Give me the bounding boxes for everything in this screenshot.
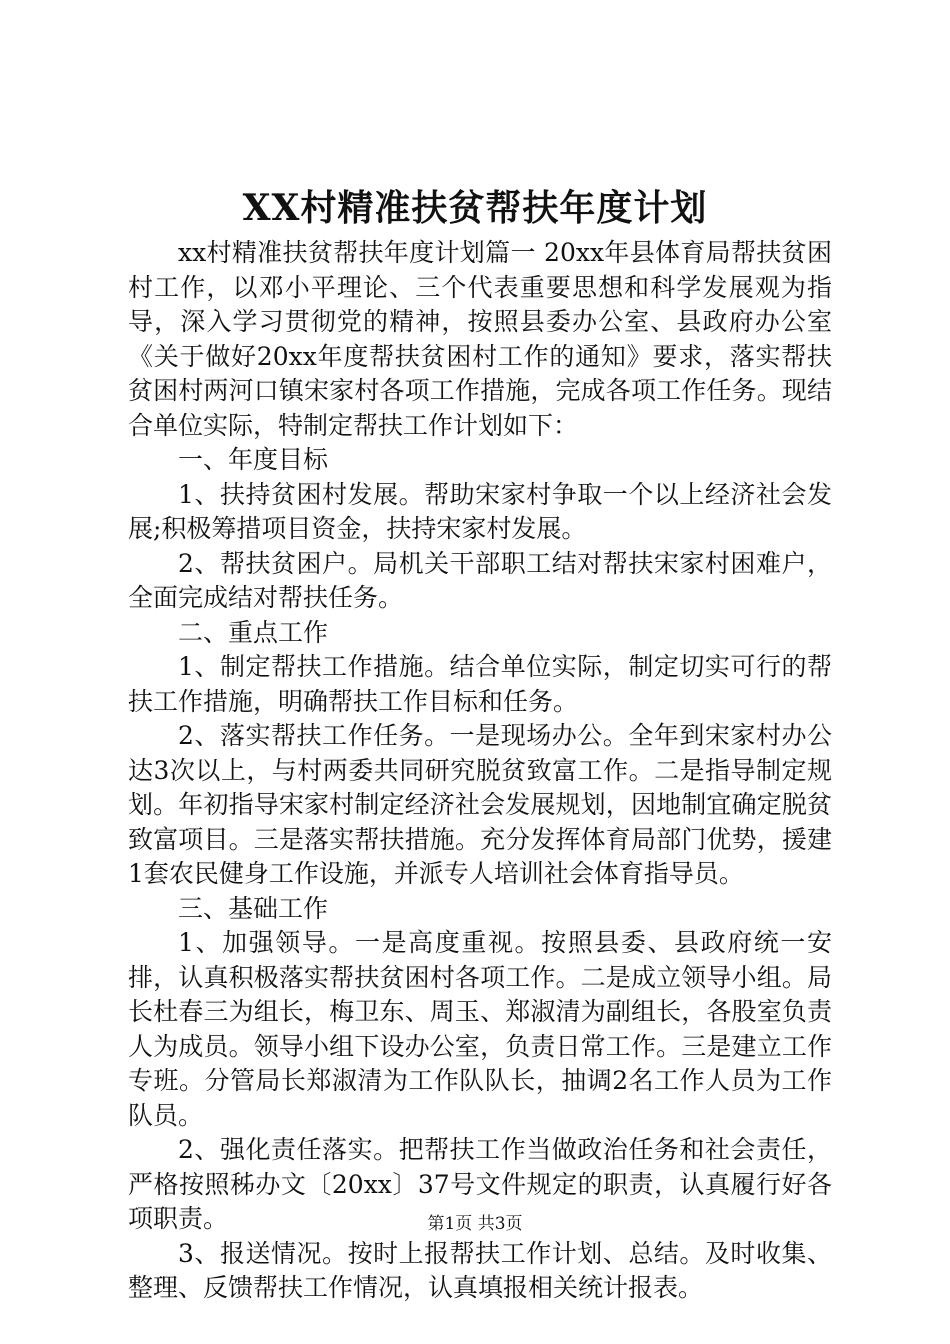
document-body: [128, 236, 832, 1306]
paragraph-key-work-1: 1、制定帮扶工作措施。结合单位实际，制定切实可行的帮扶工作措施，明确帮扶工作目标和任务。: [128, 652, 832, 716]
page-footer: 第1页 共3页: [427, 1214, 523, 1234]
paragraph-intro: xx村精准扶贫帮扶年度计划篇一 20xx年县体育局帮扶贫困村工作，以邓小平理论、三个代表重要思想和科学发展观为指导，深入学习贯彻党的精神，按照县委办公室、县政府办公室《关于做好20xx年度帮扶贫困村工作的通知》要求，落实帮扶贫困村两河口镇宋家村各项工作措施，完成各项工作任务。现结合单位实际，特制定帮扶工作计划如下：: [128, 238, 832, 440]
section-heading-annual-goals: 一、年度目标: [178, 445, 329, 474]
paragraph-basic-work-2: 2、强化责任落实。把帮扶工作当做政治任务和社会责任，严格按照秭办文〔20xx〕37号文件规定的职责，认真履行好各项职责。: [128, 1135, 832, 1233]
paragraph-basic-work-1: 1、加强领导。一是高度重视。按照县委、县政府统一安排，认真积极落实帮扶贫困村各项工作。二是成立领导小组。局长杜春三为组长，梅卫东、周玉、郑淑清为副组长，各股室负责人为成员。领导小组下设办公室，负责日常工作。三是建立工作专班。分管局长郑淑清为工作队队长，抽调2名工作人员为工作队员。: [128, 928, 832, 1130]
paragraph-basic-work-3: 3、报送情况。按时上报帮扶工作计划、总结。及时收集、整理、反馈帮扶工作情况，认真填报相关统计报表。: [128, 1238, 832, 1302]
paragraph-key-work-2: 2、落实帮扶工作任务。一是现场办公。全年到宋家村办公达3次以上，与村两委共同研究脱贫致富工作。二是指导制定规划。年初指导宋家村制定经济社会发展规划，因地制宜确定脱贫致富项目。三是落实帮扶措施。充分发挥体育局部门优势，援建1套农民健身工作设施，并派专人培训社会体育指导员。: [128, 721, 832, 888]
section-heading-key-work: 二、重点工作: [178, 617, 329, 647]
document-title: XX村精准扶贫帮扶年度计划: [242, 187, 708, 229]
section-heading-basic-work: 三、基础工作: [178, 893, 329, 923]
paragraph-goal-1: 1、扶持贫困村发展。帮助宋家村争取一个以上经济社会发展;积极筹措项目资金，扶持宋家村发展。: [128, 479, 832, 543]
paragraph-goal-2: 2、帮扶贫困户。局机关干部职工结对帮扶宋家村困难户，全面完成结对帮扶任务。: [128, 548, 832, 612]
